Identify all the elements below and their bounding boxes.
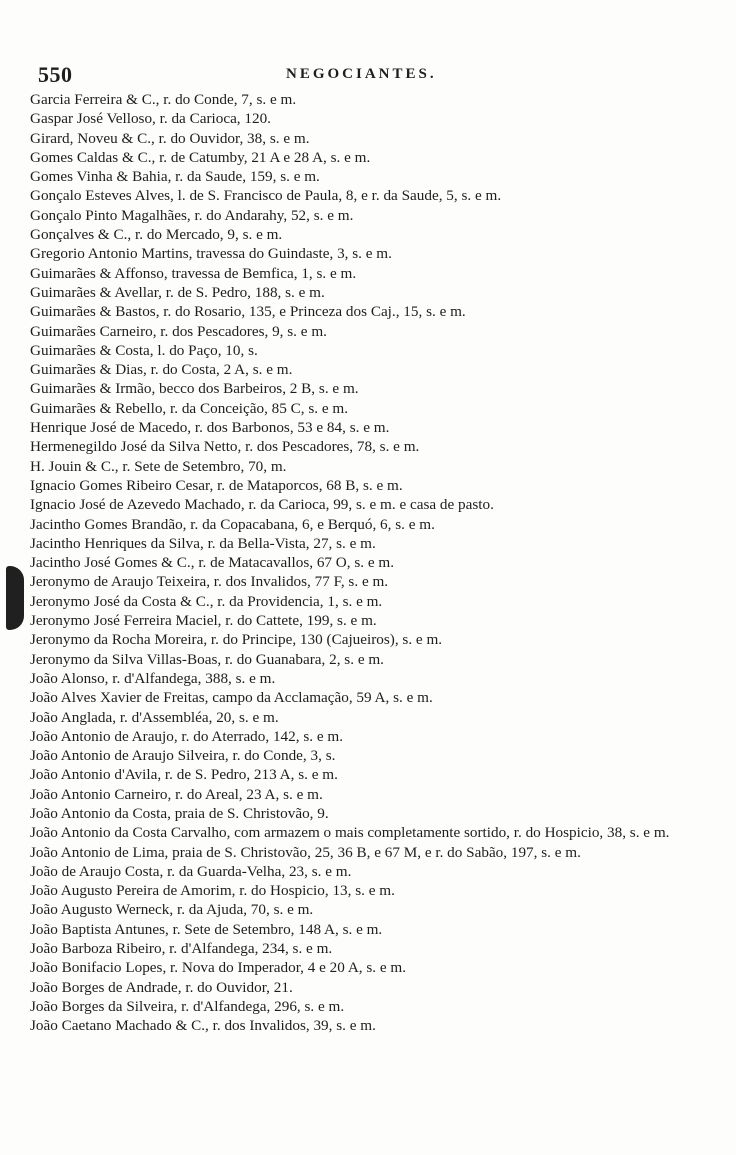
list-item: Girard, Noveu & C., r. do Ouvidor, 38, s. e m. xyxy=(30,129,310,147)
page-number: 550 xyxy=(38,62,73,87)
list-item: Guimarães & Bastos, r. do Rosario, 135, e Princeza dos Caj., 15, s. e m. xyxy=(30,303,466,321)
list-item: H. Jouin & C., r. Sete de Setembro, 70, m. xyxy=(30,457,287,475)
list-item: Guimarães & Irmão, becco dos Barbeiros, 2 B, s. e m. xyxy=(30,380,359,398)
merchant-list xyxy=(30,90,710,1036)
list-item: Jacintho Henriques da Silva, r. da Bella-Vista, 27, s. e m. xyxy=(30,534,376,552)
running-head xyxy=(38,60,698,90)
list-item: Gomes Vinha & Bahia, r. da Saude, 159, s. e m. xyxy=(30,168,320,186)
list-item: Jeronymo da Silva Villas-Boas, r. do Guanabara, 2, s. e m. xyxy=(30,650,384,668)
list-item: Jeronymo de Araujo Teixeira, r. dos Invalidos, 77 F, s. e m. xyxy=(30,573,389,591)
list-item: João Baptista Antunes, r. Sete de Setembro, 148 A, s. e m. xyxy=(30,920,383,938)
list-item: Gonçalo Pinto Magalhães, r. do Andarahy, 52, s. e m. xyxy=(30,206,354,224)
list-item: João Caetano Machado & C., r. dos Invalidos, 39, s. e m. xyxy=(30,1017,376,1035)
list-item: Gaspar José Velloso, r. da Carioca, 120. xyxy=(30,110,271,128)
list-item: João Antonio Carneiro, r. do Areal, 23 A, s. e m. xyxy=(30,785,323,803)
list-item: João Barboza Ribeiro, r. d'Alfandega, 234, s. e m. xyxy=(30,940,333,958)
list-item: João Alonso, r. d'Alfandega, 388, s. e m. xyxy=(30,669,276,687)
list-item: João Antonio de Araujo, r. do Aterrado, 142, s. e m. xyxy=(30,727,343,745)
list-item: Gomes Caldas & C., r. de Catumby, 21 A e 28 A, s. e m. xyxy=(30,148,371,166)
ink-blot xyxy=(6,566,24,630)
list-item: João Antonio da Costa Carvalho, com armazem o mais completamente sortido, r. do Hospicio, 38, s. e m. xyxy=(30,824,670,842)
list-item: Gregorio Antonio Martins, travessa do Guindaste, 3, s. e m. xyxy=(30,245,392,263)
section-title: NEGOCIANTES. xyxy=(286,66,437,82)
list-item: João Borges de Andrade, r. do Ouvidor, 21. xyxy=(30,978,293,996)
list-item: João Alves Xavier de Freitas, campo da Acclamação, 59 A, s. e m. xyxy=(30,689,433,707)
list-item: João Antonio de Araujo Silveira, r. do Conde, 3, s. xyxy=(30,747,336,765)
list-item: Guimarães Carneiro, r. dos Pescadores, 9, s. e m. xyxy=(30,322,327,340)
list-item: Jeronymo da Rocha Moreira, r. do Principe, 130 (Cajueiros), s. e m. xyxy=(30,631,443,649)
list-item: João Augusto Werneck, r. da Ajuda, 70, s. e m. xyxy=(30,901,314,919)
list-item: Henrique José de Macedo, r. dos Barbonos, 53 e 84, s. e m. xyxy=(30,419,390,437)
list-item: Gonçalo Esteves Alves, l. de S. Francisco de Paula, 8, e r. da Saude, 5, s. e m. xyxy=(30,187,502,205)
list-item: Guimarães & Affonso, travessa de Bemfica, 1, s. e m. xyxy=(30,264,357,282)
list-item: João Antonio de Lima, praia de S. Christovão, 25, 36 B, e 67 M, e r. do Sabão, 197, s. e m. xyxy=(30,843,581,861)
list-item: João Borges da Silveira, r. d'Alfandega, 296, s. e m. xyxy=(30,997,345,1015)
list-item: João Antonio da Costa, praia de S. Christovão, 9. xyxy=(30,804,329,822)
list-item: Gonçalves & C., r. do Mercado, 9, s. e m. xyxy=(30,226,283,244)
list-item: João Antonio d'Avila, r. de S. Pedro, 213 A, s. e m. xyxy=(30,766,338,784)
list-item: João Anglada, r. d'Assembléa, 20, s. e m. xyxy=(30,708,279,726)
list-item: João Augusto Pereira de Amorim, r. do Hospicio, 13, s. e m. xyxy=(30,882,395,900)
list-item: Jeronymo José Ferreira Maciel, r. do Cattete, 199, s. e m. xyxy=(30,612,377,630)
list-item: Guimarães & Rebello, r. da Conceição, 85 C, s. e m. xyxy=(30,399,349,417)
list-item: Jacintho José Gomes & C., r. de Matacavallos, 67 O, s. e m. xyxy=(30,554,395,572)
list-item: Hermenegildo José da Silva Netto, r. dos Pescadores, 78, s. e m. xyxy=(30,438,420,456)
list-item: Ignacio Gomes Ribeiro Cesar, r. de Mataporcos, 68 B, s. e m. xyxy=(30,476,403,494)
list-item: João de Araujo Costa, r. da Guarda-Velha, 23, s. e m. xyxy=(30,862,352,880)
list-item: Garcia Ferreira & C., r. do Conde, 7, s. e m. xyxy=(30,91,297,108)
list-item: Jeronymo José da Costa & C., r. da Providencia, 1, s. e m. xyxy=(30,592,383,610)
list-item: Jacintho Gomes Brandão, r. da Copacabana, 6, e Berquó, 6, s. e m. xyxy=(30,515,435,533)
list-item: Guimarães & Avellar, r. de S. Pedro, 188, s. e m. xyxy=(30,283,325,301)
list-item: Ignacio José de Azevedo Machado, r. da Carioca, 99, s. e m. e casa de pasto. xyxy=(30,496,494,514)
list-item: Guimarães & Dias, r. do Costa, 2 A, s. e m. xyxy=(30,361,293,379)
list-item: Guimarães & Costa, l. do Paço, 10, s. xyxy=(30,341,258,359)
list-item: João Bonifacio Lopes, r. Nova do Imperador, 4 e 20 A, s. e m. xyxy=(30,959,407,977)
